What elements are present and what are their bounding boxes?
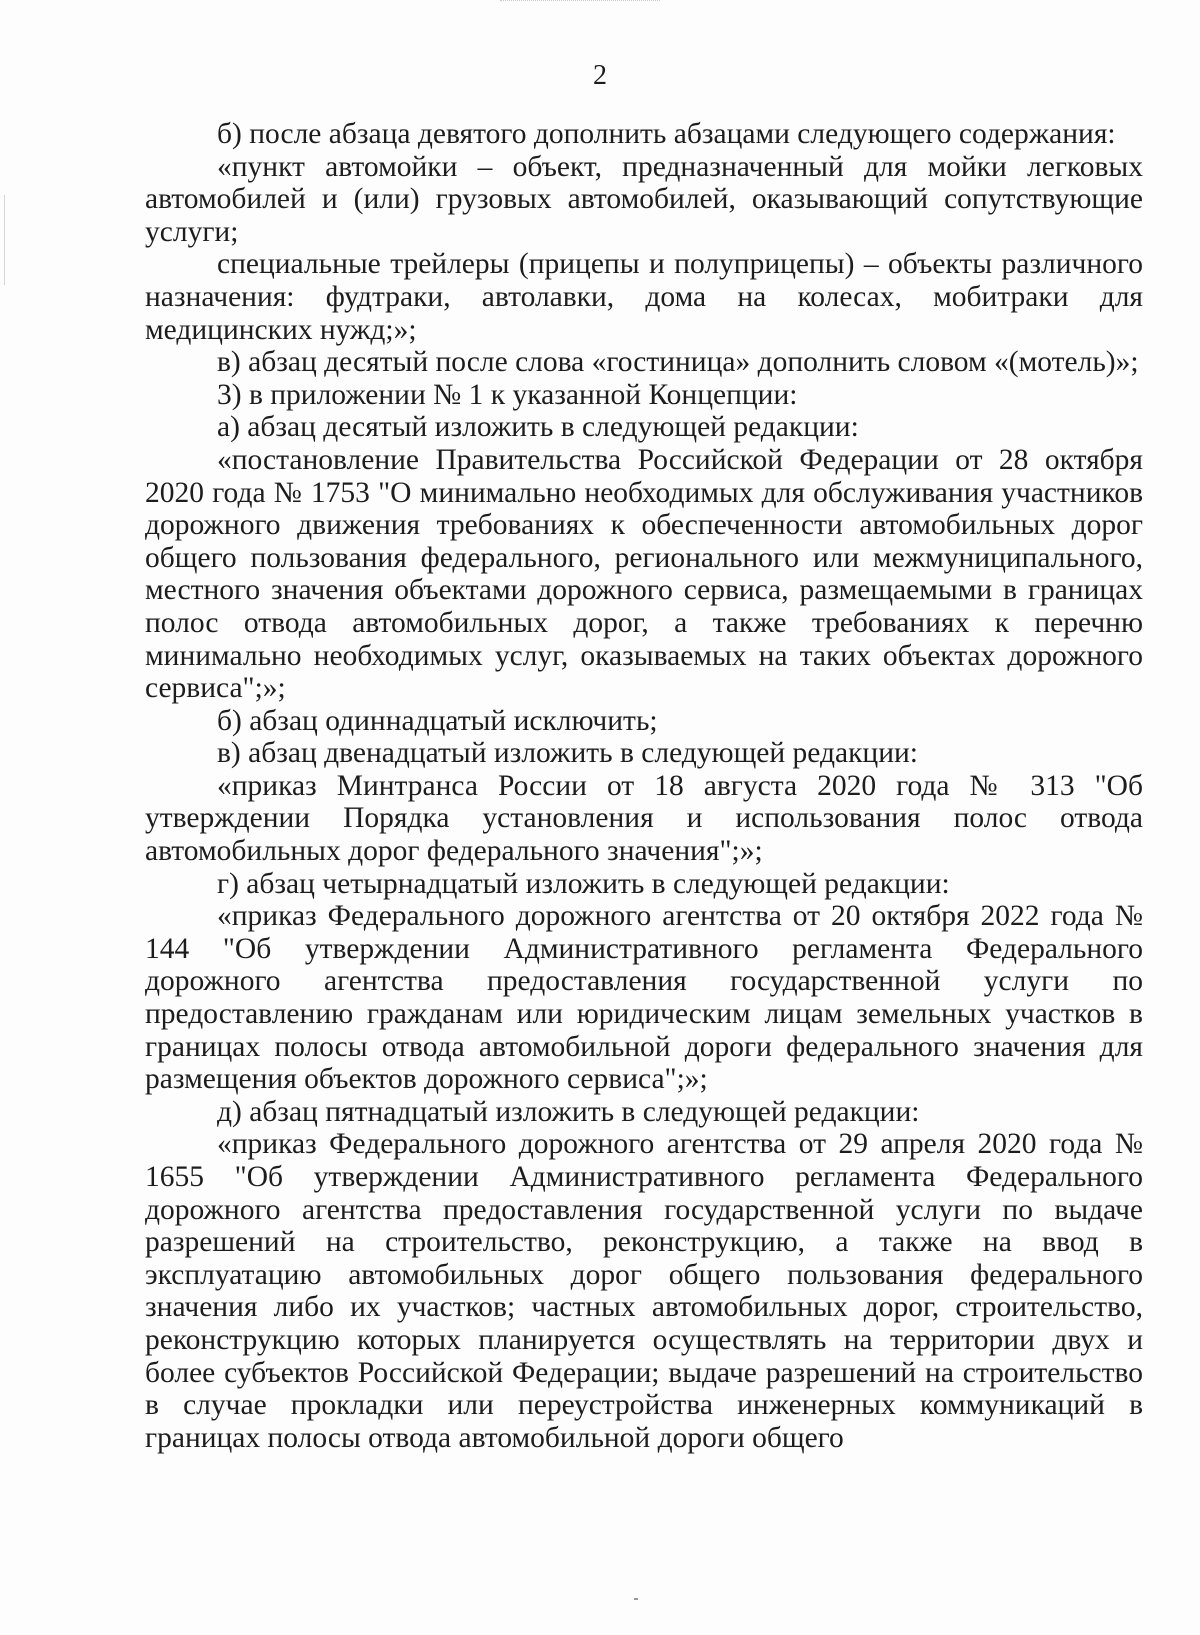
paragraph-order-313: «приказ Минтранса России от 18 августа 2020 года № 313 "Об утверждении Порядка установления и использования полос отвода автомобильных дорог федерального значения";»; [145, 769, 1143, 868]
paragraph-d-fifteenth: д) абзац пятнадцатый изложить в следующей редакции: [217, 1095, 920, 1128]
scan-artifact-dot [634, 1598, 638, 1600]
paragraph-b-after-ninth: б) после абзаца девятого дополнить абзацами следующего содержания: [217, 118, 1116, 150]
paragraph-order-144: «приказ Федерального дорожного агентства от 20 октября 2022 года № 144 "Об утверждении Административного регламента Федерального дорожного агентства предоставления государственной услуги по предоставлению гражданам или юридическим лицам земельных участков в границах полосы отвода автомобильной дороги федерального значения для размещения объектов дорожного сервиса";»; [145, 900, 1143, 1096]
paragraph-b-eleventh-exclude: б) абзац одиннадцатый исключить; [217, 704, 658, 737]
scan-artifact-top [500, 0, 660, 5]
paragraph-appendix-1: 3) в приложении № 1 к указанной Концепции: [217, 378, 798, 411]
paragraph-order-1655: «приказ Федерального дорожного агентства от 29 апреля 2020 года № 1655 "Об утверждении Административного регламента Федерального дорожного агентства предоставления государственной услуги по выдаче разрешений на строительство, реконструкцию, а также на ввод в эксплуатацию автомобильных дорог общего пользования федерального значения либо их участков; частных автомобильных дорог, строительство, реконструкцию которых планируется осуществлять на территории двух и более субъектов Российской Федерации; выдаче разрешений на строительство в случае прокладки или переустройства инженерных коммуникаций в границах полосы отвода автомобильной дороги общего [145, 1128, 1143, 1454]
paragraph-v-twelfth: в) абзац двенадцатый изложить в следующей редакции: [217, 737, 918, 770]
paragraph-a-tenth: а) абзац десятый изложить в следующей редакции: [217, 411, 859, 444]
paragraph-resolution-1753: «постановление Правительства Российской Федерации от 28 октября 2020 года № 1753 "О минимально необходимых для обслуживания участников дорожного движения требованиях к обеспеченности автомобильных дорог общего пользования федерального, регионального или межмуниципального, местного значения объектами дорожного сервиса, размещаемыми в границах полос отвода автомобильных дорог, а также требованиях к перечню минимально необходимых услуг, оказываемых на таких объектах дорожного сервиса";»; [145, 443, 1143, 705]
paragraph-v-tenth-motel: в) абзац десятый после слова «гостиница» дополнить словом «(мотель)»; [217, 346, 1139, 379]
paragraph-g-fourteenth: г) абзац четырнадцатый изложить в следующей редакции: [217, 867, 950, 900]
paragraph-car-wash-definition: «пункт автомойки – объект, предназначенный для мойки легковых автомобилей и (или) грузовых автомобилей, оказывающий сопутствующие услуги; [145, 150, 1143, 248]
scan-artifact-left [4, 195, 5, 285]
document-body [145, 118, 1143, 1454]
page-number: 2 [593, 60, 607, 91]
paragraph-special-trailers-definition: специальные трейлеры (прицепы и полуприцепы) – объекты различного назначения: фудтраки, автолавки, дома на колесах, мобитраки для медицинских нужд;»; [145, 248, 1143, 346]
